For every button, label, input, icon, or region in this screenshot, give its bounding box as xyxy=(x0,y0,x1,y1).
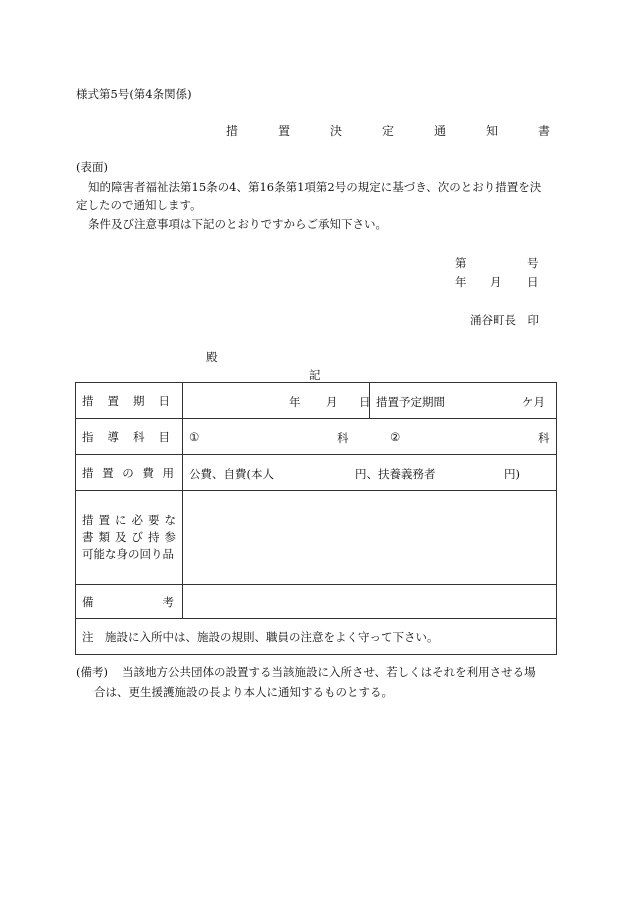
remarks-row xyxy=(76,585,557,619)
period-date-field[interactable] xyxy=(183,383,370,419)
cost-row xyxy=(76,455,557,491)
cost-text-b: 円、扶養義務者 xyxy=(355,466,436,481)
page-title: 措 置 決 定 通 知 書 xyxy=(226,124,565,138)
subject-1-unit: 科 xyxy=(337,430,349,445)
items-row xyxy=(76,491,557,585)
subject-label: 指 導 科 目 xyxy=(76,419,183,455)
intro-line-2: 定したので通知します。 xyxy=(76,198,202,212)
footer-label: (備考) xyxy=(76,665,108,679)
period-label: 措 置 期 日 xyxy=(76,383,183,419)
issuer: 涌谷町長 印 xyxy=(470,313,539,327)
note-row xyxy=(76,619,557,655)
subject-2-unit: 科 xyxy=(538,430,550,445)
items-field[interactable] xyxy=(183,491,557,585)
doc-number-suffix: 号 xyxy=(527,256,539,270)
remarks-field[interactable] xyxy=(183,585,557,619)
footer-line-2: 合は、更生援護施設の長より本人に通知するものとする。 xyxy=(94,685,393,699)
planned-period-field[interactable] xyxy=(370,383,557,419)
form-number: 様式第5号(第4条関係) xyxy=(76,87,192,101)
planned-label: 措置予定期間 xyxy=(376,394,445,409)
period-month: 月 xyxy=(326,394,338,409)
intro-line-1: 知的障害者福祉法第15条の4、第16条第1項第2号の規定に基づき、次のとおり措置を決 xyxy=(88,180,542,194)
cost-label: 措 置 の 費 用 xyxy=(76,455,183,491)
items-label: 措 置 に 必 要 な 書 類 及 び 持 参 可能な身の回り品 xyxy=(76,491,183,585)
subject-row xyxy=(76,419,557,455)
date-year: 年 xyxy=(455,275,467,289)
subject-1-mark: ① xyxy=(189,429,200,444)
ki-label: 記 xyxy=(309,368,321,382)
date-month: 月 xyxy=(490,275,502,289)
cost-text-a: 公費、自費(本人 xyxy=(189,466,274,481)
period-year: 年 xyxy=(289,394,301,409)
doc-number-prefix: 第 xyxy=(455,256,467,270)
addressee-suffix: 殿 xyxy=(206,350,218,364)
period-day: 日 xyxy=(359,394,371,409)
date-day: 日 xyxy=(527,275,539,289)
decision-table xyxy=(75,382,557,655)
remarks-label: 備 考 xyxy=(76,585,183,619)
side-label: (表面) xyxy=(76,160,108,174)
subject-field[interactable] xyxy=(183,419,557,455)
cost-field[interactable] xyxy=(183,455,557,491)
period-row xyxy=(76,383,557,419)
footer-line-1: 当該地方公共団体の設置する当該施設に入所させ、若しくはそれを利用させる場 xyxy=(122,665,536,679)
planned-unit: ケ月 xyxy=(522,394,545,409)
cost-text-c: 円) xyxy=(504,466,520,481)
subject-2-mark: ② xyxy=(390,429,401,444)
note-text: 注 施設に入所中は、施設の規則、職員の注意をよく守って下さい。 xyxy=(76,619,557,655)
intro-line-3: 条件及び注意事項は下記のとおりですからご承知下さい。 xyxy=(88,217,387,231)
